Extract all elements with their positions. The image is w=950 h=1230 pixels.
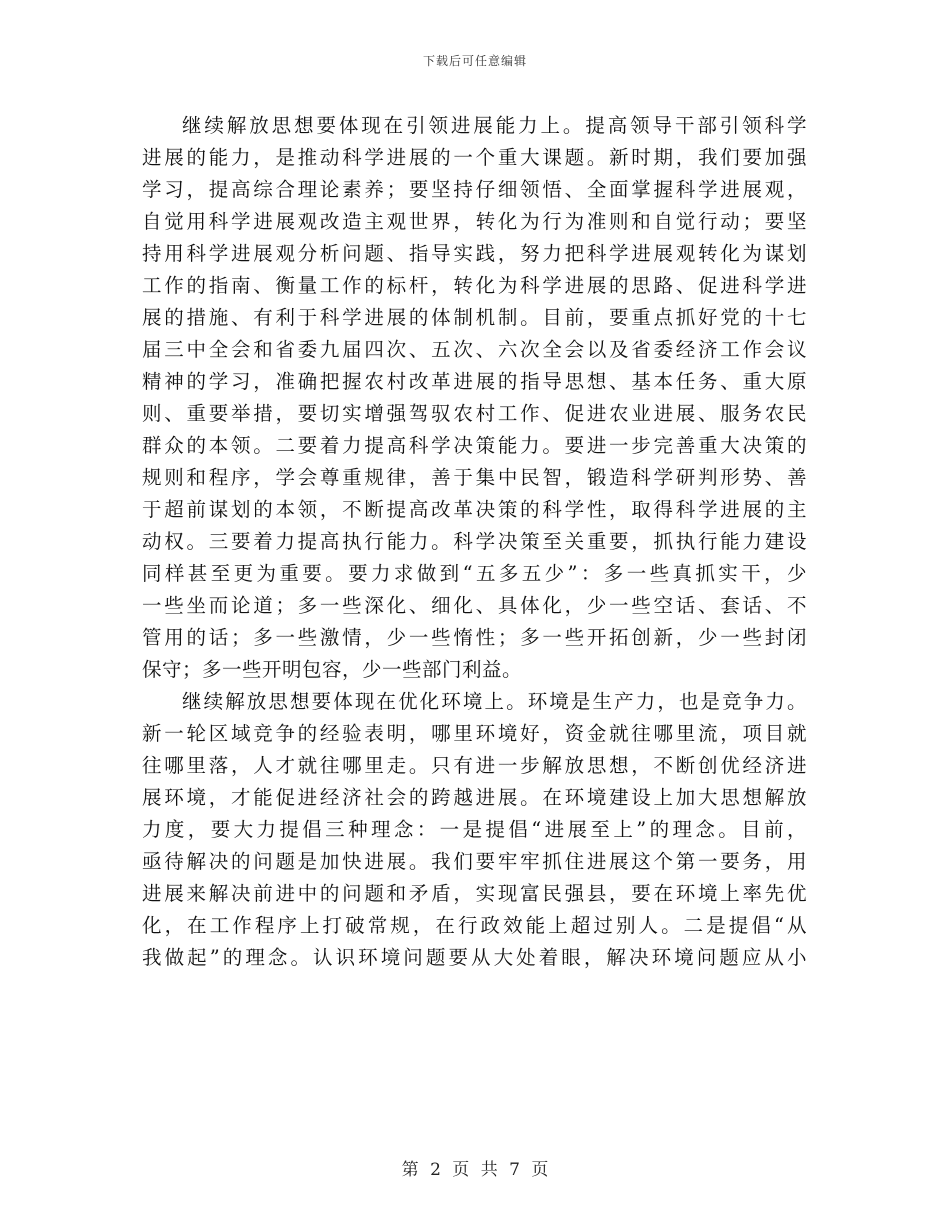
- paragraph-1-line-7: 展的措施、有利于科学进展的体制机制。目前，要重点抓好党的十七: [142, 306, 807, 329]
- page-header: 下载后可任意编辑: [422, 54, 527, 68]
- paragraph-2-line-2: 新一轮区域竞争的经验表明，哪里环境好，资金就往哪里流，项目就: [142, 722, 807, 745]
- paragraph-1-line-12: 规则和程序，学会尊重规律，善于集中民智，锻造科学研判形势、善: [142, 466, 807, 489]
- paragraph-1-line-9: 精神的学习，准确把握农村改革进展的指导思想、基本任务、重大原: [142, 370, 807, 393]
- paragraph-1-line-2: 进展的能力，是推动科学进展的一个重大课题。新时期，我们要加强: [142, 146, 807, 169]
- paragraph-1-line-6: 工作的指南、衡量工作的标杆，转化为科学进展的思路、促进科学进: [142, 274, 807, 297]
- paragraph-1-line-14: 动权。三要着力提高执行能力。科学决策至关重要，抓执行能力建设: [142, 530, 807, 553]
- paragraph-1-line-5: 持用科学进展观分析问题、指导实践，努力把科学进展观转化为谋划: [142, 242, 807, 265]
- paragraph-1-line-18: 保守；多一些开明包容，少一些部门利益。: [142, 658, 523, 681]
- paragraph-1-line-16: 一些坐而论道；多一些深化、细化、具体化，少一些空话、套话、不: [142, 594, 807, 617]
- paragraph-2-line-7: 进展来解决前进中的问题和矛盾，实现富民强县，要在环境上率先优: [142, 882, 807, 905]
- paragraph-1-line-17: 管用的话；多一些激情，少一些惰性；多一些开拓创新，少一些封闭: [142, 626, 807, 649]
- page-number-footer: 第 2 页 共 7 页: [401, 1160, 549, 1180]
- paragraph-2-line-6: 亟待解决的问题是加快进展。我们要牢牢抓住进展这个第一要务，用: [142, 850, 807, 873]
- document-body: [142, 110, 807, 974]
- paragraph-1-line-10: 则、重要举措，要切实增强驾驭农村工作、促进农业进展、服务农民: [142, 402, 807, 425]
- paragraph-1-line-4: 自觉用科学进展观改造主观世界，转化为行为准则和自觉行动；要坚: [142, 210, 807, 233]
- paragraph-1-line-11: 群众的本领。二要着力提高科学决策能力。要进一步完善重大决策的: [142, 434, 807, 457]
- paragraph-2-line-4: 展环境，才能促进经济社会的跨越进展。在环境建设上加大思想解放: [142, 786, 807, 809]
- paragraph-1-line-8: 届三中全会和省委九届四次、五次、六次全会以及省委经济工作会议: [142, 338, 807, 361]
- paragraph-2-line-9: 我做起”的理念。认识环境问题要从大处着眼，解决环境问题应从小: [142, 946, 807, 969]
- paragraph-2-line-1: 继续解放思想要体现在优化环境上。环境是生产力，也是竞争力。: [182, 690, 807, 713]
- paragraph-1-line-13: 于超前谋划的本领，不断提高改革决策的科学性，取得科学进展的主: [142, 498, 807, 521]
- paragraph-2-line-5: 力度，要大力提倡三种理念：一是提倡“进展至上”的理念。目前，: [142, 818, 807, 841]
- paragraph-2-line-8: 化，在工作程序上打破常规，在行政效能上超过别人。二是提倡“从: [142, 914, 807, 937]
- paragraph-1-line-3: 学习，提高综合理论素养；要坚持仔细领悟、全面掌握科学进展观，: [142, 178, 807, 201]
- paragraph-1-line-15: 同样甚至更为重要。要力求做到“五多五少”：多一些真抓实干，少: [142, 562, 807, 585]
- paragraph-1-line-1: 继续解放思想要体现在引领进展能力上。提高领导干部引领科学: [182, 114, 807, 137]
- paragraph-2-line-3: 往哪里落，人才就往哪里走。只有进一步解放思想，不断创优经济进: [142, 754, 807, 777]
